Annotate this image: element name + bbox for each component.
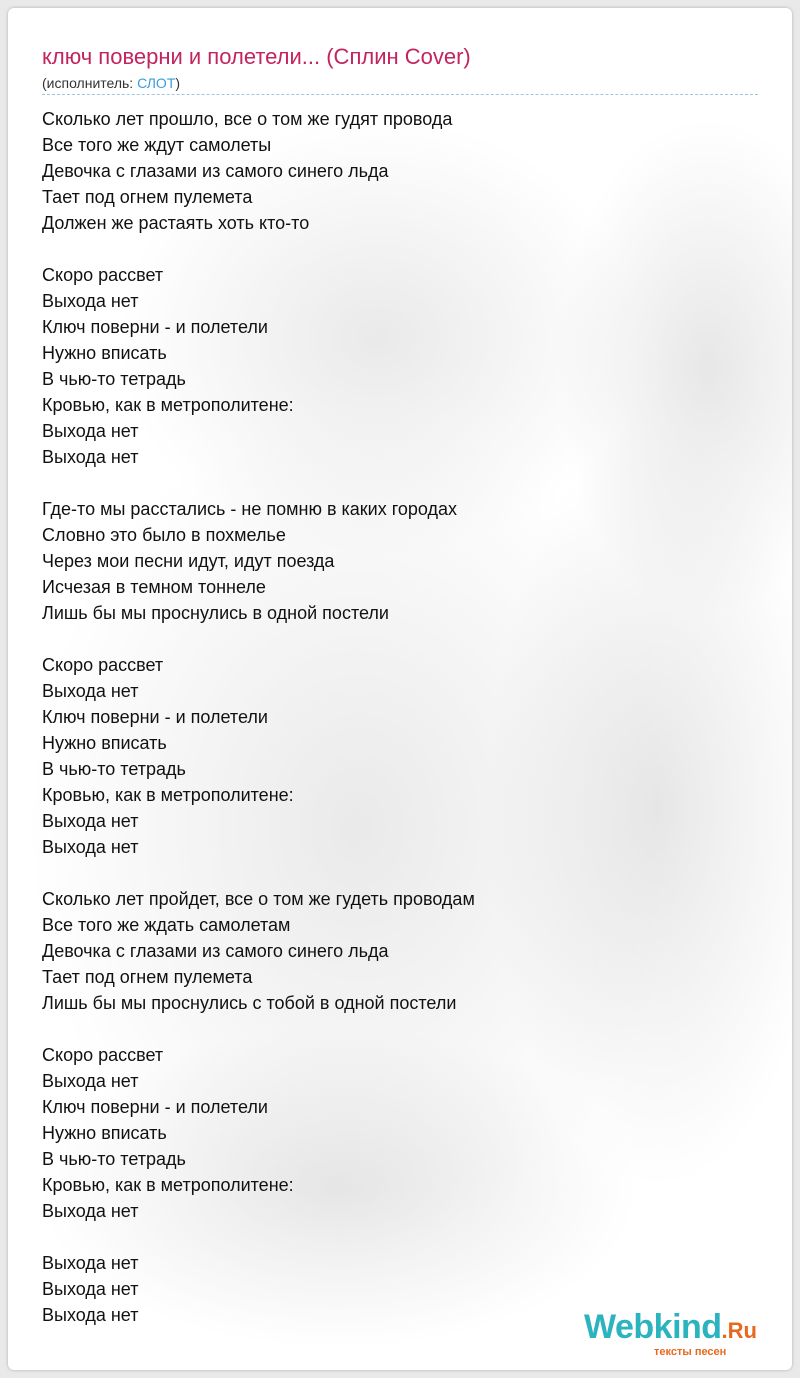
lyrics-stanza (42, 1042, 475, 1224)
page-card (8, 8, 792, 1370)
lyrics-line: Все того же ждут самолеты (42, 135, 272, 155)
lyrics-stanza (42, 106, 475, 236)
lyrics-stanza (42, 652, 475, 860)
lyrics-line: В чью-то тетрадь (42, 759, 186, 779)
lyrics-line: Выхода нет (42, 291, 139, 311)
lyrics-line: Выхода нет (42, 837, 139, 857)
lyrics-line: Девочка с глазами из самого синего льда (42, 161, 389, 181)
lyrics-line: Нужно вписать (42, 343, 167, 363)
lyrics-line: Выхода нет (42, 447, 139, 467)
lyrics-line: Выхода нет (42, 421, 139, 441)
lyrics-body (42, 106, 475, 1328)
lyrics-line: Все того же ждать самолетам (42, 915, 291, 935)
lyrics-line: Через мои песни идут, идут поезда (42, 551, 335, 571)
lyrics-line: Скоро рассвет (42, 655, 164, 675)
lyrics-line: Где-то мы расстались - не помню в каких городах (42, 499, 458, 519)
lyrics-line: Должен же растаять хоть кто-то (42, 213, 310, 233)
lyrics-line: Сколько лет прошло, все о том же гудят провода (42, 109, 453, 129)
lyrics-line: Выхода нет (42, 1253, 139, 1273)
lyrics-line: Тает под огнем пулемета (42, 187, 253, 207)
lyrics-line: Выхода нет (42, 681, 139, 701)
lyrics-line: Словно это было в похмелье (42, 525, 286, 545)
lyrics-stanza (42, 496, 475, 626)
lyrics-stanza (42, 1250, 475, 1328)
lyrics-line: Лишь бы мы проснулись в одной постели (42, 603, 389, 623)
lyrics-line: Лишь бы мы проснулись с тобой в одной постели (42, 993, 457, 1013)
artist-prefix: (исполнитель: (42, 75, 138, 91)
logo-tld: .Ru (721, 1318, 757, 1343)
lyrics-line: В чью-то тетрадь (42, 369, 186, 389)
lyrics-line: Исчезая в темном тоннеле (42, 577, 266, 597)
lyrics-line: Ключ поверни - и полетели (42, 317, 268, 337)
lyrics-line: Девочка с глазами из самого синего льда (42, 941, 389, 961)
logo-name: Webkind (584, 1308, 722, 1346)
lyrics-line: Ключ поверни - и полетели (42, 707, 268, 727)
lyrics-line: Тает под огнем пулемета (42, 967, 253, 987)
lyrics-line: Кровью, как в метрополитене: (42, 395, 294, 415)
lyrics-line: Сколько лет пройдет, все о том же гудеть проводам (42, 889, 475, 909)
lyrics-line: Скоро рассвет (42, 1045, 164, 1065)
lyrics-line: Кровью, как в метрополитене: (42, 1175, 294, 1195)
artist-suffix: ) (175, 75, 181, 91)
lyrics-line: Выхода нет (42, 1071, 139, 1091)
artist-line (42, 75, 180, 91)
lyrics-line: Нужно вписать (42, 1123, 167, 1143)
logo-tagline: тексты песен (654, 1346, 727, 1358)
song-title: ключ поверни и полетели... (Сплин Cover) (42, 44, 471, 69)
lyrics-line: Скоро рассвет (42, 265, 164, 285)
artist-link[interactable]: СЛОТ (137, 75, 176, 91)
title-divider (42, 94, 758, 95)
lyrics-line: Выхода нет (42, 1305, 139, 1325)
lyrics-stanza (42, 262, 475, 470)
lyrics-line: Кровью, как в метрополитене: (42, 785, 294, 805)
lyrics-line: Выхода нет (42, 811, 139, 831)
lyrics-line: Ключ поверни - и полетели (42, 1097, 268, 1117)
lyrics-line: В чью-то тетрадь (42, 1149, 186, 1169)
lyrics-stanza (42, 886, 475, 1016)
site-logo[interactable] (584, 1308, 757, 1358)
lyrics-line: Выхода нет (42, 1279, 139, 1299)
lyrics-line: Нужно вписать (42, 733, 167, 753)
lyrics-line: Выхода нет (42, 1201, 139, 1221)
